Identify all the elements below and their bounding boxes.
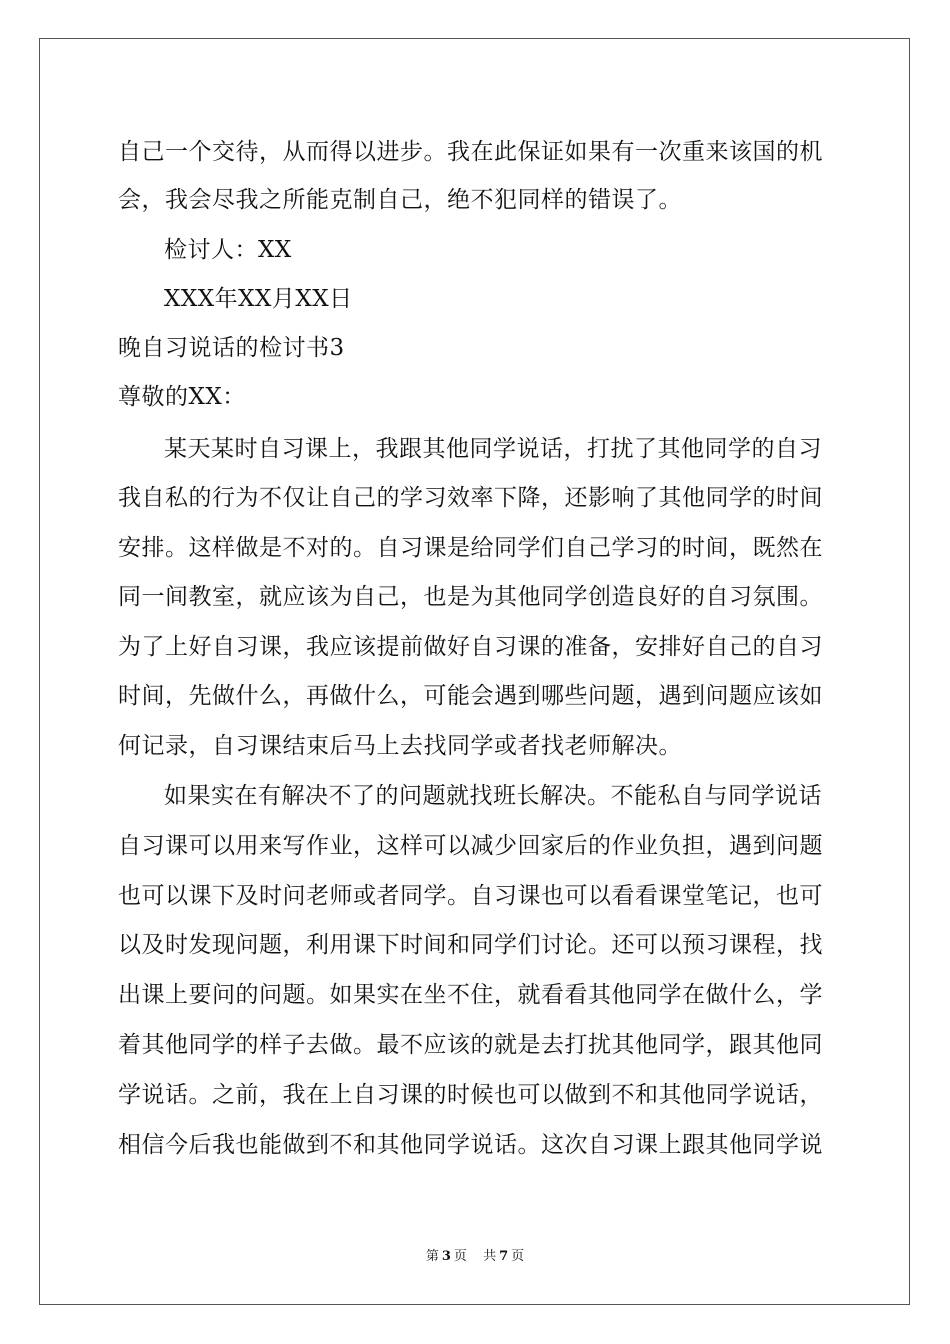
body-text-line: 某天某时自习课上，我跟其他同学说话，打扰了其他同学的自习: [164, 436, 822, 462]
body-text-line: 学说话。之前，我在上自习课的时候也可以做到不和其他同学说话，: [118, 1082, 823, 1108]
page-number: [423, 1249, 470, 1264]
body-text-line: 时间，先做什么，再做什么，可能会遇到哪些问题，遇到问题应该如: [118, 683, 823, 709]
body-text-line: 着其他同学的样子去做。最不应该的就是去打扰其他同学，跟其他同: [118, 1032, 823, 1058]
page-footer: [0, 1249, 950, 1265]
body-text-line: 也可以课下及时问老师或者同学。自习课也可以看看课堂笔记，也可: [118, 883, 823, 909]
total-prefix: 共: [483, 1249, 497, 1264]
body-text-line: 自己一个交待，从而得以进步。我在此保证如果有一次重来该国的机: [118, 139, 823, 165]
body-text-line: 以及时发现问题，利用课下时间和同学们讨论。还可以预习课程，找: [118, 932, 823, 958]
body-text-line: 安排。这样做是不对的。自习课是给同学们自己学习的时间，既然在: [118, 535, 823, 561]
body-text-line: 相信今后我也能做到不和其他同学说话。这次自习课上跟其他同学说: [118, 1132, 823, 1158]
body-text-line: 出课上要问的问题。如果实在坐不住，就看看其他同学在做什么，学: [118, 982, 823, 1008]
body-text-line: 为了上好自习课，我应该提前做好自习课的准备，安排好自己的自习: [118, 634, 823, 660]
total-pages: 7: [499, 1249, 509, 1264]
page-total: [480, 1249, 527, 1264]
body-text-line: 如果实在有解决不了的问题就找班长解决。不能私自与同学说话: [164, 783, 822, 809]
page-border: [39, 38, 910, 1305]
signature-name: 检讨人：XX: [164, 237, 292, 263]
body-text-line: 我自私的行为不仅让自己的学习效率下降，还影响了其他同学的时间: [118, 485, 823, 511]
page-prefix: 第: [425, 1249, 439, 1264]
body-text-line: 何记录，自习课结束后马上去找同学或者找老师解决。: [118, 733, 682, 759]
body-text-line: 同一间教室，就应该为自己，也是为其他同学创造良好的自习氛围。: [118, 584, 823, 610]
current-page: 3: [441, 1249, 451, 1264]
body-text-line: 自习课可以用来写作业，这样可以减少回家后的作业负担，遇到问题: [118, 833, 823, 859]
total-suffix: 页: [511, 1249, 525, 1264]
salutation: 尊敬的XX：: [118, 384, 246, 410]
page-suffix: 页: [453, 1249, 467, 1264]
signature-date: XXX年XX月XX日: [164, 286, 353, 312]
section-title: 晚自习说话的检讨书3: [118, 335, 345, 361]
body-text-line: 会，我会尽我之所能克制自己，绝不犯同样的错误了。: [118, 187, 682, 213]
